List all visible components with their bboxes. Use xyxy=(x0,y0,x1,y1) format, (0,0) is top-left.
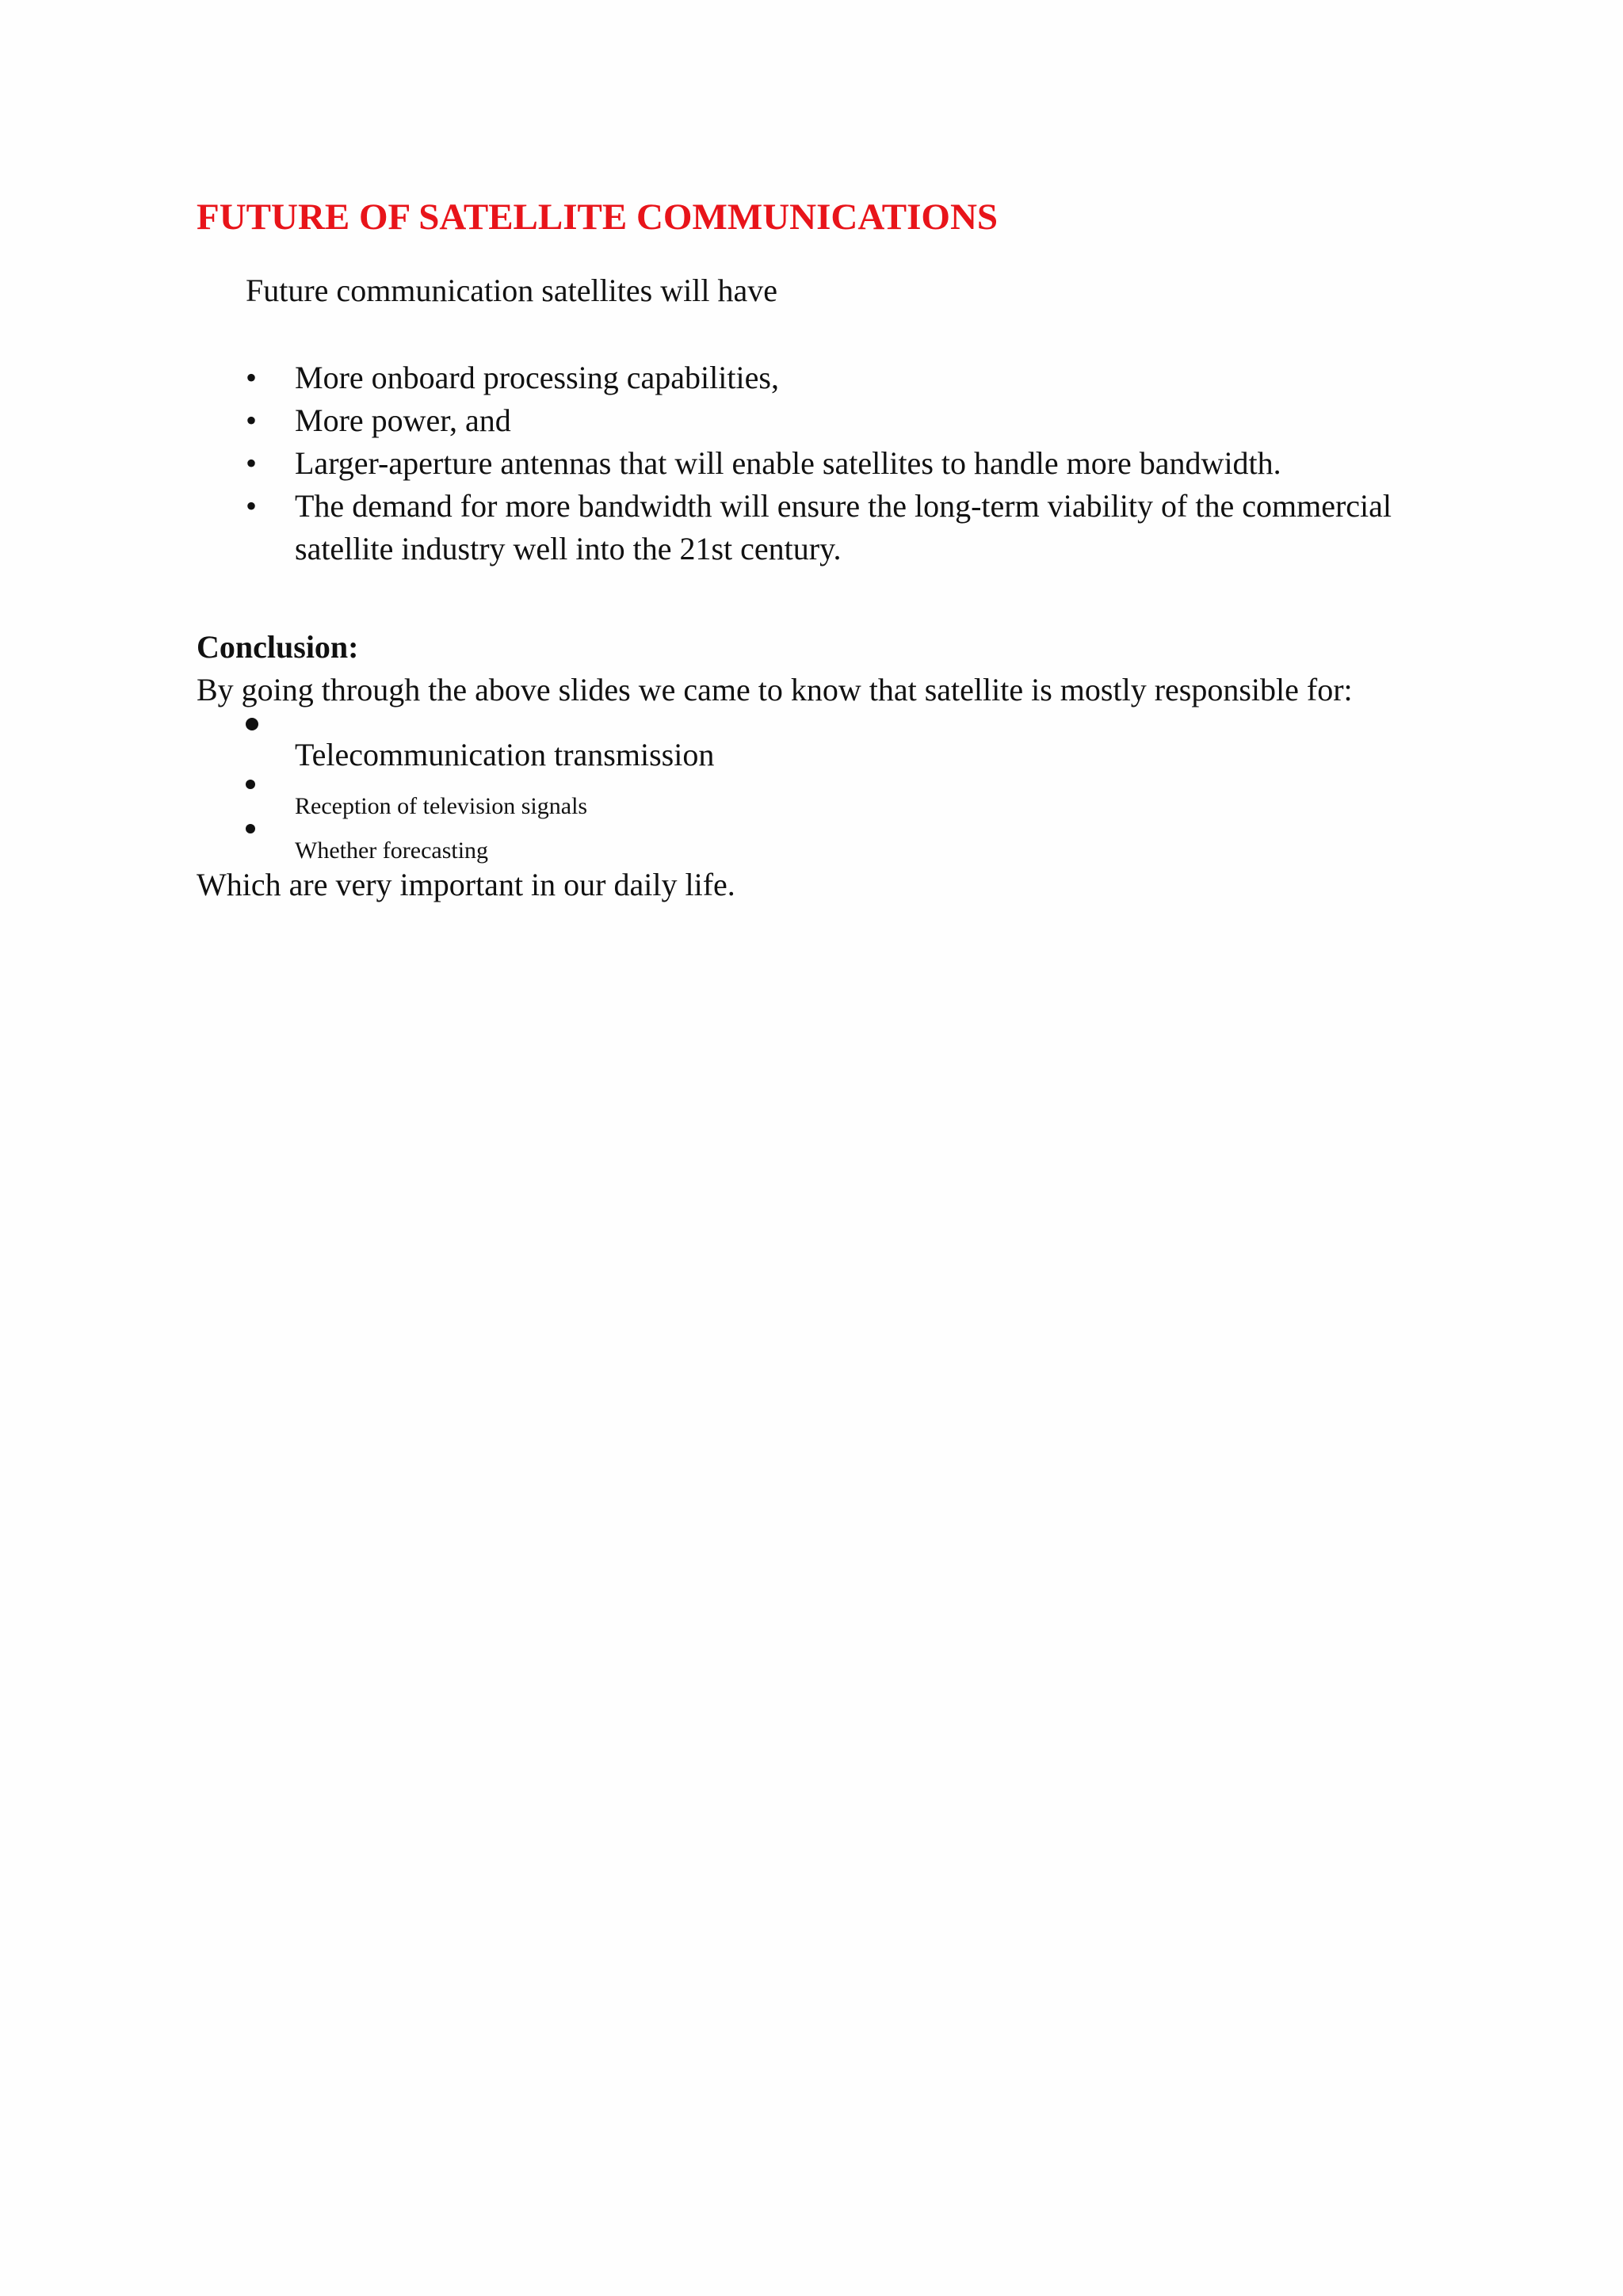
page-title: FUTURE OF SATELLITE COMMUNICATIONS xyxy=(197,196,999,238)
list-item xyxy=(246,357,1482,399)
list-item-text: More power, and xyxy=(295,402,511,438)
list-item-text: More onboard processing capabilities, xyxy=(295,360,779,395)
future-list xyxy=(246,357,1482,570)
list-item-text: The demand for more bandwidth will ensure the long-term viability of the commercial satellite industry well into the 21st century. xyxy=(295,488,1392,566)
list-item-text: Reception of television signals xyxy=(295,793,588,819)
list-item xyxy=(246,485,1482,570)
bullet-icon: • xyxy=(246,360,258,395)
bullet-icon xyxy=(246,780,255,789)
bullet-icon: • xyxy=(246,488,258,524)
list-item-text: Larger-aperture antennas that will enable satellites to handle more bandwidth. xyxy=(295,445,1281,481)
list-item-text: Whether forecasting xyxy=(295,837,489,864)
list-item-text: Telecommunication transmission xyxy=(295,737,715,772)
bullet-icon: • xyxy=(246,445,258,481)
list-item xyxy=(246,442,1482,485)
bullet-icon xyxy=(246,824,255,833)
bullet-icon: • xyxy=(246,402,258,438)
intro-text: Future communication satellites will have xyxy=(246,273,777,308)
conclusion-intro: By going through the above slides we came to know that satellite is mostly responsible for: xyxy=(197,672,1353,707)
conclusion-heading: Conclusion: xyxy=(197,629,359,665)
list-item xyxy=(246,399,1482,442)
closing-text: Which are very important in our daily life. xyxy=(197,867,735,902)
bullet-icon xyxy=(246,718,258,730)
